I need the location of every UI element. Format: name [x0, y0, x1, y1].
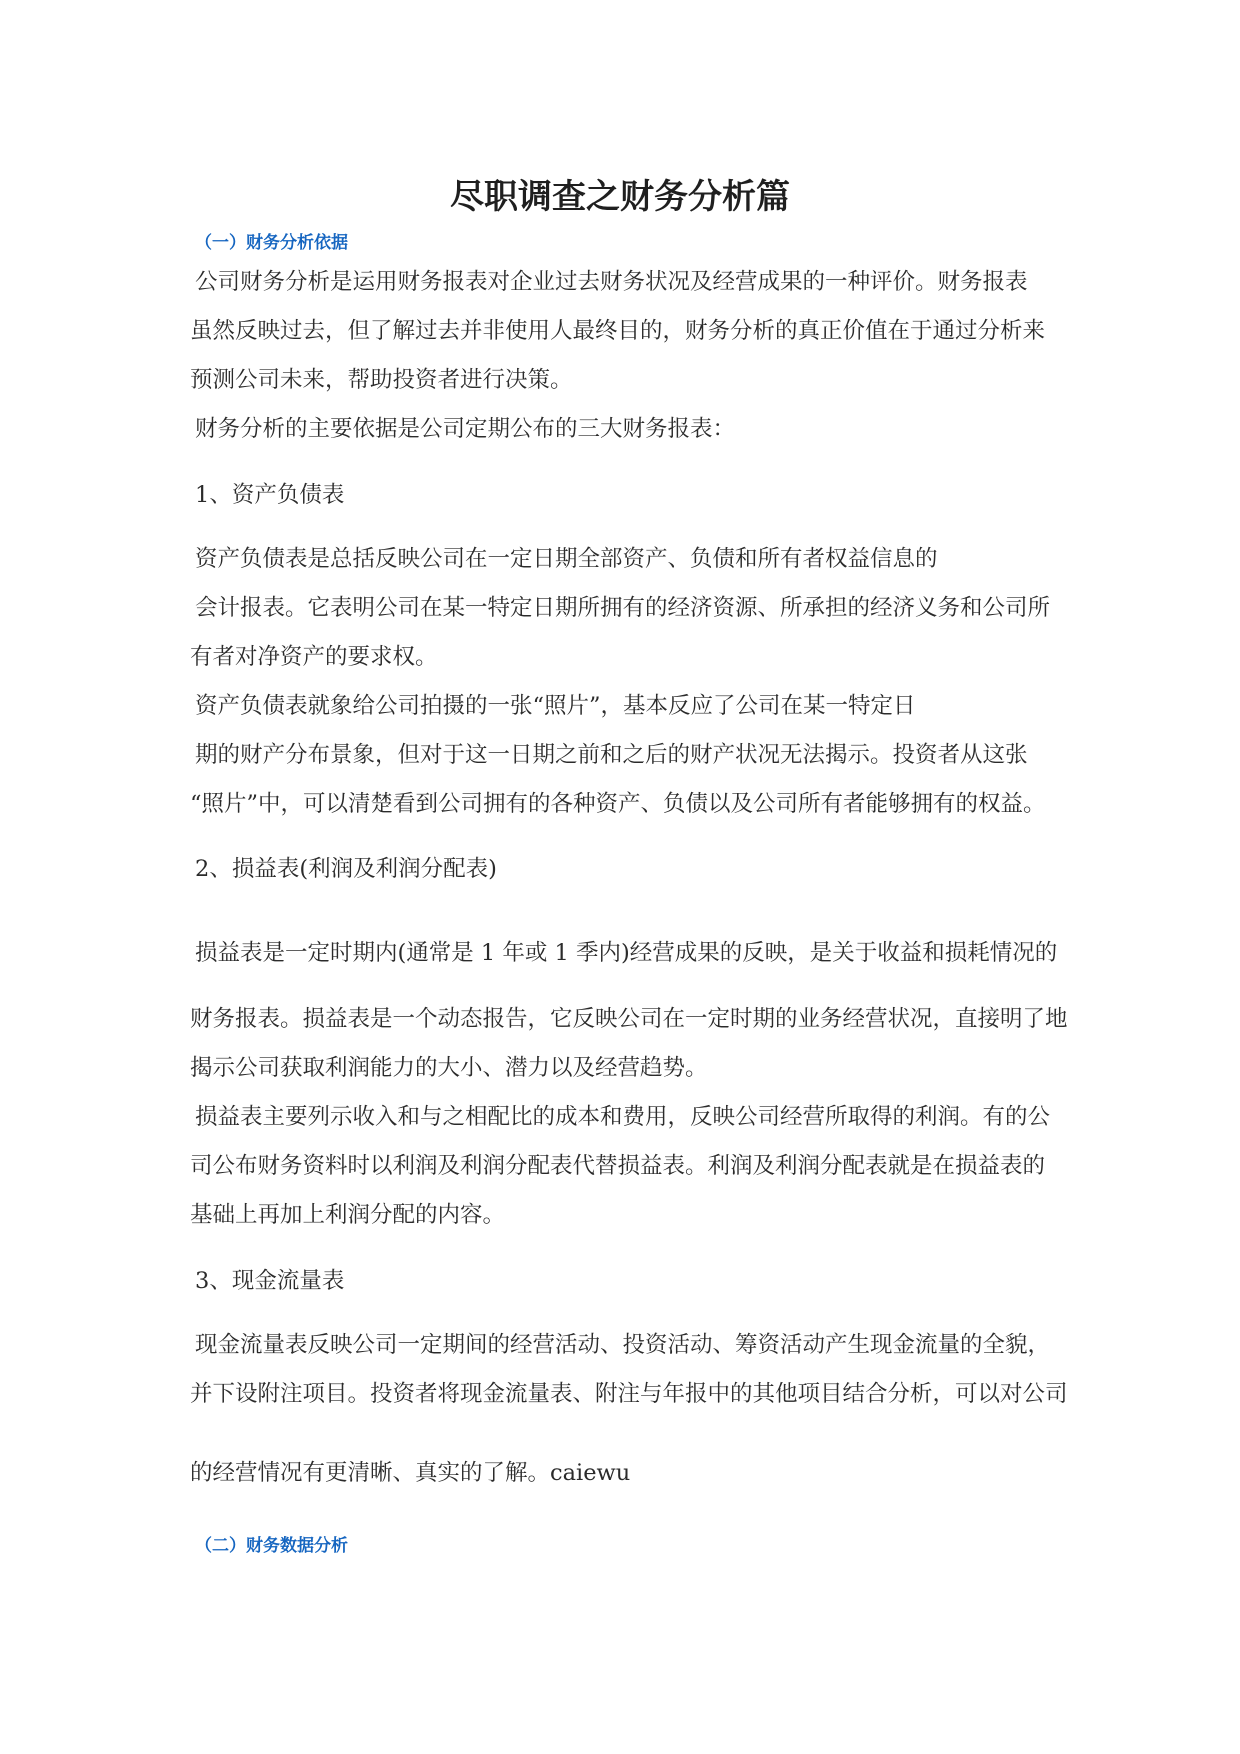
section-heading-basis: （一）财务分析依据	[195, 233, 348, 253]
page-title: 尽职调查之财务分析篇	[450, 177, 790, 217]
section-heading-data-analysis: （二）财务数据分析	[195, 1536, 348, 1556]
paragraph-line: 公司财务分析是运用财务报表对企业过去财务状况及经营成果的一种评价。财务报表	[195, 269, 1028, 295]
paragraph-line: 基础上再加上利润分配的内容。	[190, 1202, 506, 1228]
paragraph-line: 揭示公司获取利润能力的大小、潜力以及经营趋势。	[190, 1055, 708, 1081]
paragraph-line: 有者对净资产的要求权。	[190, 644, 438, 670]
paragraph-line: 损益表主要列示收入和与之相配比的成本和费用，反映公司经营所取得的利润。有的公	[195, 1104, 1051, 1130]
paragraph-line: 并下设附注项目。投资者将现金流量表、附注与年报中的其他项目结合分析，可以对公司	[190, 1381, 1068, 1407]
paragraph-line: 现金流量表反映公司一定期间的经营活动、投资活动、筹资活动产生现金流量的全貌，	[195, 1332, 1051, 1358]
paragraph-line: 资产负债表是总括反映公司在一定日期全部资产、负债和所有者权益信息的	[195, 546, 938, 572]
subheading-cash-flow: 3、现金流量表	[195, 1268, 345, 1294]
paragraph-line: 损益表是一定时期内(通常是 1 年或 1 季内)经营成果的反映，是关于收益和损耗情况的	[195, 940, 1058, 966]
paragraph-line: 财务分析的主要依据是公司定期公布的三大财务报表：	[195, 416, 736, 442]
paragraph-line: 会计报表。它表明公司在某一特定日期所拥有的经济资源、所承担的经济义务和公司所	[195, 595, 1051, 621]
paragraph-line: 的经营情况有更清晰、真实的了解。caiewu	[190, 1460, 631, 1486]
paragraph-line: 预测公司未来，帮助投资者进行决策。	[190, 367, 573, 393]
subheading-income-statement: 2、损益表(利润及利润分配表)	[195, 856, 497, 882]
paragraph-line: 司公布财务资料时以利润及利润分配表代替损益表。利润及利润分配表就是在损益表的	[190, 1153, 1046, 1179]
paragraph-line: 资产负债表就象给公司拍摄的一张“照片”，基本反应了公司在某一特定日	[195, 693, 916, 719]
subheading-balance-sheet: 1、资产负债表	[195, 482, 345, 508]
paragraph-line: 期的财产分布景象，但对于这一日期之前和之后的财产状况无法揭示。投资者从这张	[195, 742, 1028, 768]
paragraph-line: 虽然反映过去，但了解过去并非使用人最终目的，财务分析的真正价值在于通过分析来	[190, 318, 1046, 344]
paragraph-line: “照片”中，可以清楚看到公司拥有的各种资产、负债以及公司所有者能够拥有的权益。	[190, 791, 1046, 817]
paragraph-line: 财务报表。损益表是一个动态报告，它反映公司在一定时期的业务经营状况，直接明了地	[190, 1006, 1068, 1032]
